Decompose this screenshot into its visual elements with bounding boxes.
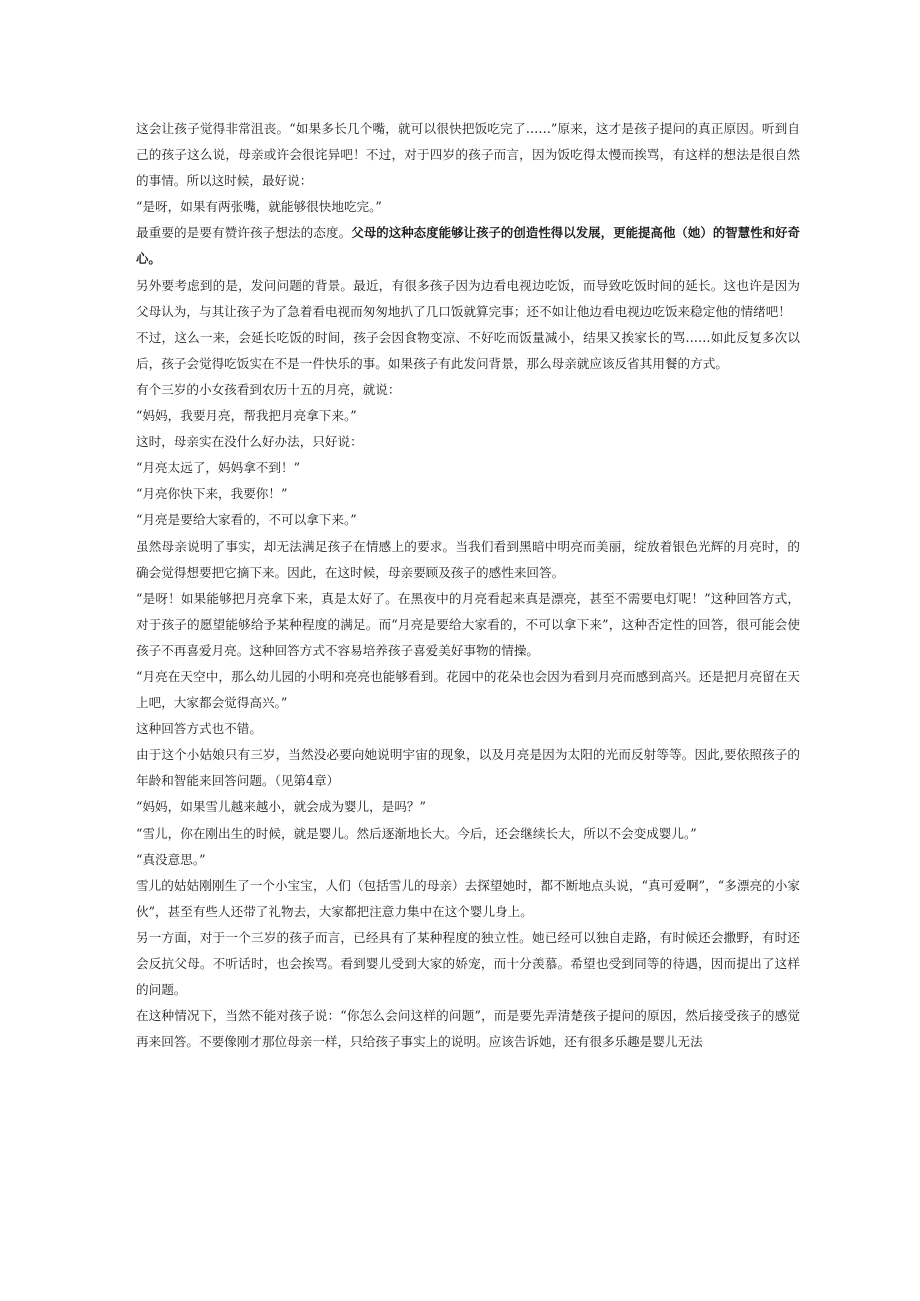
- paragraph: 这会让孩子觉得非常沮丧。“如果多长几个嘴，就可以很快把饭吃完了……”原来，这才是孩子提问的真正原因。听到自己的孩子这么说，母亲或许会很诧异吧！不过，对于四岁的孩子而言，因为饭吃得太慢而挨骂，有这样的想法是很自然的事情。所以这时候，最好说：: [136, 121, 800, 189]
- paragraph: “妈妈，我要月亮，帮我把月亮拿下来。”: [136, 408, 357, 424]
- paragraph: 另一方面，对于一个三岁的孩子而言，已经具有了某种程度的独立性。她已经可以独自走路，有时候还会撒野，有时还会反抗父母。不听话时，也会挨骂。看到婴儿受到大家的娇宠，而十分羡慕。希望也受到同等的待遇，因而提出了这样的问题。: [136, 929, 800, 998]
- paragraph: 由于这个小姑娘只有三岁，当然没必要向她说明宇宙的现象，以及月亮是因为太阳的光而反射等等。因此,要依照孩子的年龄和智能来回答问题。（见第4章）: [136, 747, 800, 789]
- paragraph: “是呀！如果能够把月亮拿下来，真是太好了。在黑夜中的月亮看起来真是漂亮，甚至不需要电灯呢！”这种回答方式，对于孩子的愿望能够给予某种程度的满足。而“月亮是要给大家看的，不可以拿下来”，这种否定性的回答，很可能会使孩子不再喜爱月亮。这种回答方式不容易培养孩子喜爱美好事物的情操。: [136, 590, 800, 658]
- paragraph: 虽然母亲说明了事实，却无法满足孩子在情感上的要求。当我们看到黑暗中明亮而美丽，绽放着银色光辉的月亮时，的确会觉得想要把它摘下来。因此，在这时候，母亲要顾及孩子的感性来回答。: [136, 538, 800, 580]
- paragraph: “是呀，如果有两张嘴，就能够很快地吃完。”: [136, 199, 382, 215]
- paragraph-bold-text: 父母的这种态度能够让孩子的创造性得以发展，更能提高他（她）的智慧性和好奇心。: [136, 225, 801, 267]
- paragraph-mixed: [136, 220, 800, 272]
- paragraph: “月亮你快下来，我要你！”: [136, 486, 288, 502]
- paragraph: “月亮在天空中，那么幼儿园的小明和亮亮也能够看到。花园中的花朵也会因为看到月亮而感到高兴。还是把月亮留在天上吧，大家都会觉得高兴。”: [136, 668, 800, 711]
- paragraph: 在这种情况下，当然不能对孩子说：“你怎么会问这样的问题”，而是要先弄清楚孩子提问的原因，然后接受孩子的感觉再来回答。不要像刚才那位母亲一样，只给孩子事实上的说明。应该告诉她，还有很多乐趣是婴儿无法: [136, 1008, 800, 1050]
- paragraph: “真没意思。”: [136, 851, 206, 867]
- paragraph-normal-text: 最重要的是要有赞许孩子想法的态度。: [136, 225, 352, 241]
- paragraph: “月亮是要给大家看的，不可以拿下来。”: [136, 512, 357, 528]
- document-body: [136, 116, 800, 1055]
- paragraph: 这种回答方式也不错。: [136, 721, 262, 737]
- paragraph: “妈妈，如果雪儿越来越小，就会成为婴儿，是吗？”: [136, 799, 426, 815]
- paragraph: 这时，母亲实在没什么好办法，只好说：: [136, 434, 363, 450]
- paragraph: “雪儿，你在刚出生的时候，就是婴儿。然后逐渐地长大。今后，还会继续长大，所以不会变成婴儿。”: [136, 825, 697, 841]
- paragraph: 有个三岁的小女孩看到农历十五的月亮，就说：: [136, 381, 401, 397]
- paragraph: “月亮太远了，妈妈拿不到！”: [136, 460, 301, 476]
- paragraph: 另外要考虑到的是，发问问题的背景。最近，有很多孩子因为边看电视边吃饭，而导致吃饭时间的延长。这也许是因为父母认为，与其让孩子为了急着看电视而匆匆地扒了几口饭就算完事；还不如让他边看电视边吃饭来稳定他的情绪吧！: [136, 277, 800, 319]
- paragraph: 不过，这么一来，会延长吃饭的时间，孩子会因食物变凉、不好吃而饭量减小，结果又挨家长的骂……如此反复多次以后，孩子会觉得吃饭实在不是一件快乐的事。如果孩子有此发问背景，那么母亲就应该反省其用餐的方式。: [136, 329, 800, 371]
- paragraph: 雪儿的姑姑刚刚生了一个小宝宝，人们（包括雪儿的母亲）去探望她时，都不断地点头说，“真可爱啊”，“多漂亮的小家伙”，甚至有些人还带了礼物去，大家都把注意力集中在这个婴儿身上。: [136, 877, 800, 919]
